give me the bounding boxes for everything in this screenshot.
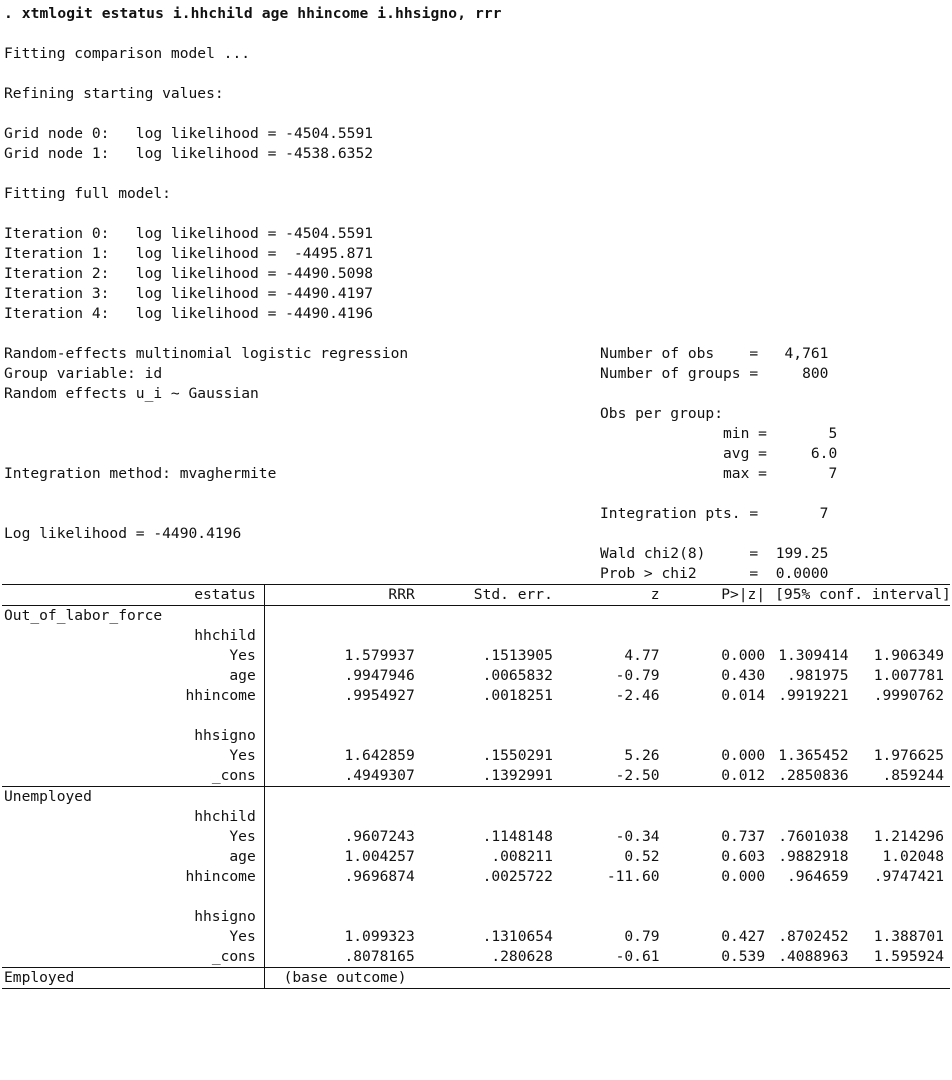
grid-node-0: Grid node 0: log likelihood = -4504.5591	[4, 125, 374, 142]
cell-ci-upper: 1.388701	[873, 928, 944, 945]
table-row	[2, 646, 950, 666]
summary-left-1: Group variable: id	[4, 365, 163, 382]
iteration-1: Iteration 1: log likelihood = -4495.871	[4, 245, 374, 262]
table-subheading-row	[2, 726, 950, 746]
summary-left-4	[0, 404, 600, 424]
cell-ci-lower: 1.309414	[778, 647, 849, 664]
cell-rrr	[270, 907, 421, 927]
base-outcome-cell: (base outcome)	[270, 968, 950, 989]
cell-ci-lower: .981975	[787, 667, 849, 684]
grid-node-1: Grid node 1: log likelihood = -4538.6352	[4, 145, 374, 162]
cell-p: 0.539	[674, 947, 776, 968]
cell-z: 0.79	[624, 928, 660, 945]
cell-std-err: .0065832	[482, 667, 553, 684]
cell-rrr	[270, 626, 421, 646]
table-subheading-row	[2, 807, 950, 827]
row-label: Yes	[229, 647, 256, 664]
row-label: Out_of_labor_force	[4, 607, 163, 624]
cell-p	[674, 787, 776, 808]
cell-ci-upper: 1.02048	[882, 848, 944, 865]
spacer-cell	[863, 706, 950, 726]
cell-z: -2.50	[565, 766, 674, 787]
summary-left-0: Random-effects multinomial logistic regression	[4, 345, 409, 362]
row-label: age	[229, 848, 256, 865]
table-group-row	[2, 787, 950, 808]
cell-std-err	[421, 626, 565, 646]
spacer	[0, 24, 952, 44]
summary-right-7	[596, 484, 952, 504]
table-subheading-row	[2, 907, 950, 927]
spacer-cell	[775, 706, 862, 726]
spacer-cell	[674, 887, 776, 907]
cell-p: 0.000	[721, 747, 766, 764]
table-row	[2, 867, 950, 887]
cell-rrr: .4949307	[270, 766, 421, 787]
cell-z: 5.26	[624, 747, 660, 764]
refining-line: Refining starting values:	[4, 85, 224, 102]
cell-p: 0.427	[721, 928, 766, 945]
cell-p: 0.012	[674, 766, 776, 787]
cell-p: 0.000	[721, 647, 766, 664]
spacer-cell	[270, 887, 421, 907]
table-row	[2, 666, 950, 686]
cell-ci-lower: .8702452	[778, 928, 849, 945]
summary-left-5	[0, 424, 600, 444]
cell-ci-lower	[775, 726, 862, 746]
cell-std-err	[421, 726, 565, 746]
column-header-rrr: RRR	[270, 585, 421, 606]
table-header-row	[2, 585, 950, 606]
spacer-cell	[421, 887, 565, 907]
summary-right-0: Number of obs = 4,761	[600, 345, 829, 362]
summary-left-8	[0, 484, 600, 504]
fitting-comparison-line: Fitting comparison model ...	[4, 45, 251, 62]
cell-std-err: .280628	[421, 947, 565, 968]
cell-z	[565, 807, 674, 827]
iteration-0: Iteration 0: log likelihood = -4504.5591	[4, 225, 374, 242]
table-base-outcome-row	[2, 968, 950, 989]
table-spacer-row	[2, 706, 950, 726]
cell-ci-lower: .2850836	[775, 766, 862, 787]
summary-left-3: Random effects u_i ~ Gaussian	[4, 385, 259, 402]
cell-std-err	[421, 787, 565, 808]
spacer	[0, 164, 952, 184]
cell-ci-upper: 1.595924	[863, 947, 950, 968]
cell-p: 0.000	[721, 868, 766, 885]
cell-p	[674, 907, 776, 927]
cell-std-err	[421, 606, 565, 627]
cell-ci-lower	[775, 807, 862, 827]
summary-right-5: avg = 6.0	[600, 445, 838, 462]
spacer	[0, 204, 952, 224]
spacer	[0, 104, 952, 124]
cell-rrr: 1.004257	[344, 848, 415, 865]
table-group-row	[2, 606, 950, 627]
cell-rrr: 1.642859	[344, 747, 415, 764]
iteration-2: Iteration 2: log likelihood = -4490.5098	[4, 265, 374, 282]
cell-ci-upper: .9747421	[873, 868, 944, 885]
cell-std-err: .0018251	[482, 687, 553, 704]
column-header-conf-interval: [95% conf. interval]	[775, 585, 950, 606]
summary-right-2	[596, 384, 952, 404]
cell-z: -0.34	[615, 828, 660, 845]
table-spacer-row	[2, 887, 950, 907]
cell-rrr: 1.579937	[344, 647, 415, 664]
cell-ci-upper	[863, 726, 950, 746]
spacer-cell	[565, 887, 674, 907]
summary-left-10: Log likelihood = -4490.4196	[4, 525, 242, 542]
cell-std-err: .008211	[491, 848, 553, 865]
iteration-3: Iteration 3: log likelihood = -4490.4197	[4, 285, 374, 302]
cell-z	[565, 787, 674, 808]
results-table-body	[2, 585, 950, 989]
table-row	[2, 827, 950, 847]
spacer-cell	[2, 887, 264, 907]
spacer-cell	[421, 706, 565, 726]
model-summary-left	[0, 344, 600, 544]
summary-right-10: Wald chi2(8) = 199.25	[600, 545, 829, 562]
table-row	[2, 947, 950, 968]
spacer-cell	[565, 706, 674, 726]
spacer-cell	[270, 706, 421, 726]
row-label: hhincome	[185, 687, 256, 704]
model-summary-right	[596, 344, 952, 584]
spacer-cell	[775, 887, 862, 907]
spacer-cell	[674, 706, 776, 726]
cell-std-err: .1513905	[482, 647, 553, 664]
cell-ci-upper: 1.214296	[873, 828, 944, 845]
cell-std-err	[421, 907, 565, 927]
cell-rrr	[270, 726, 421, 746]
table-row	[2, 686, 950, 706]
row-label: Unemployed	[4, 788, 92, 805]
spacer	[0, 324, 952, 344]
column-header-p: P>|z|	[674, 585, 776, 606]
row-label: hhchild	[194, 808, 256, 825]
cell-ci-upper	[863, 807, 950, 827]
cell-p: 0.603	[721, 848, 766, 865]
spacer	[0, 64, 952, 84]
cell-ci-lower	[775, 626, 862, 646]
model-summary-block	[0, 344, 952, 584]
summary-right-11: Prob > chi2 = 0.0000	[600, 565, 829, 582]
cell-std-err: .1310654	[482, 928, 553, 945]
cell-ci-lower	[775, 787, 862, 808]
spacer-cell	[863, 887, 950, 907]
cell-p: 0.430	[721, 667, 766, 684]
table-row	[2, 746, 950, 766]
table-row	[2, 766, 950, 787]
cell-ci-upper	[863, 907, 950, 927]
cell-std-err: .0025722	[482, 868, 553, 885]
row-label: Employed	[2, 968, 264, 989]
table-subheading-row	[2, 626, 950, 646]
column-header-estatus: estatus	[2, 585, 264, 606]
cell-std-err: .1550291	[482, 747, 553, 764]
cell-ci-upper: .859244	[863, 766, 950, 787]
cell-ci-lower: .9919221	[778, 687, 849, 704]
cell-ci-upper: .9990762	[873, 687, 944, 704]
summary-right-8: Integration pts. = 7	[600, 505, 829, 522]
cell-p	[674, 626, 776, 646]
cell-ci-lower: .7601038	[778, 828, 849, 845]
summary-right-1: Number of groups = 800	[600, 365, 829, 382]
cell-ci-upper	[863, 787, 950, 808]
cell-rrr: .8078165	[270, 947, 421, 968]
cell-z: -0.79	[615, 667, 660, 684]
row-label: Yes	[229, 828, 256, 845]
cell-rrr: 1.099323	[344, 928, 415, 945]
cell-p	[674, 606, 776, 627]
row-label: hhchild	[194, 627, 256, 644]
cell-rrr: .9947946	[344, 667, 415, 684]
cell-z	[565, 626, 674, 646]
cell-p: 0.737	[721, 828, 766, 845]
cell-z	[565, 907, 674, 927]
cell-std-err	[421, 807, 565, 827]
row-label: hhsigno	[194, 908, 256, 925]
cell-rrr	[270, 807, 421, 827]
cell-rrr: .9954927	[344, 687, 415, 704]
cell-p	[674, 807, 776, 827]
cell-ci-upper: 1.007781	[873, 667, 944, 684]
cell-z: -0.61	[565, 947, 674, 968]
summary-right-9	[596, 524, 952, 544]
row-label: age	[229, 667, 256, 684]
cell-rrr: .9607243	[344, 828, 415, 845]
cell-ci-lower: .4088963	[775, 947, 862, 968]
row-label: hhsigno	[194, 727, 256, 744]
cell-std-err: .1392991	[421, 766, 565, 787]
summary-left-6	[0, 444, 600, 464]
summary-right-4: min = 5	[600, 425, 838, 442]
row-label: hhincome	[185, 868, 256, 885]
cell-ci-lower: 1.365452	[778, 747, 849, 764]
summary-right-3: Obs per group:	[600, 405, 724, 422]
command-line: . xtmlogit estatus i.hhchild age hhincome i.hhsigno, rrr	[4, 5, 502, 22]
cell-z	[565, 726, 674, 746]
spacer-cell	[2, 706, 264, 726]
cell-ci-lower: .9882918	[778, 848, 849, 865]
cell-ci-lower	[775, 606, 862, 627]
cell-rrr: .9696874	[344, 868, 415, 885]
row-label: Yes	[229, 747, 256, 764]
cell-ci-upper: 1.906349	[873, 647, 944, 664]
column-header-z: z	[565, 585, 674, 606]
cell-ci-upper	[863, 606, 950, 627]
table-row	[2, 847, 950, 867]
fitting-full-line: Fitting full model:	[4, 185, 171, 202]
cell-ci-lower: .964659	[787, 868, 849, 885]
row-label: Yes	[229, 928, 256, 945]
cell-std-err: .1148148	[482, 828, 553, 845]
cell-z: 0.52	[624, 848, 660, 865]
cell-ci-lower	[775, 907, 862, 927]
summary-left-9	[0, 504, 600, 524]
table-row	[2, 927, 950, 947]
results-table	[2, 584, 950, 989]
cell-ci-upper	[863, 626, 950, 646]
cell-p: 0.014	[721, 687, 766, 704]
cell-z: -11.60	[606, 868, 660, 885]
cell-ci-upper: 1.976625	[873, 747, 944, 764]
summary-left-7: Integration method: mvaghermite	[4, 465, 277, 482]
cell-z: -2.46	[615, 687, 660, 704]
cell-z	[565, 606, 674, 627]
column-header-std-err: Std. err.	[421, 585, 565, 606]
row-label: _cons	[2, 766, 264, 787]
iteration-4: Iteration 4: log likelihood = -4490.4196	[4, 305, 374, 322]
cell-p	[674, 726, 776, 746]
cell-rrr	[270, 606, 421, 627]
cell-z: 4.77	[624, 647, 660, 664]
cell-rrr	[270, 787, 421, 808]
row-label: _cons	[2, 947, 264, 968]
summary-right-6: max = 7	[600, 465, 838, 482]
